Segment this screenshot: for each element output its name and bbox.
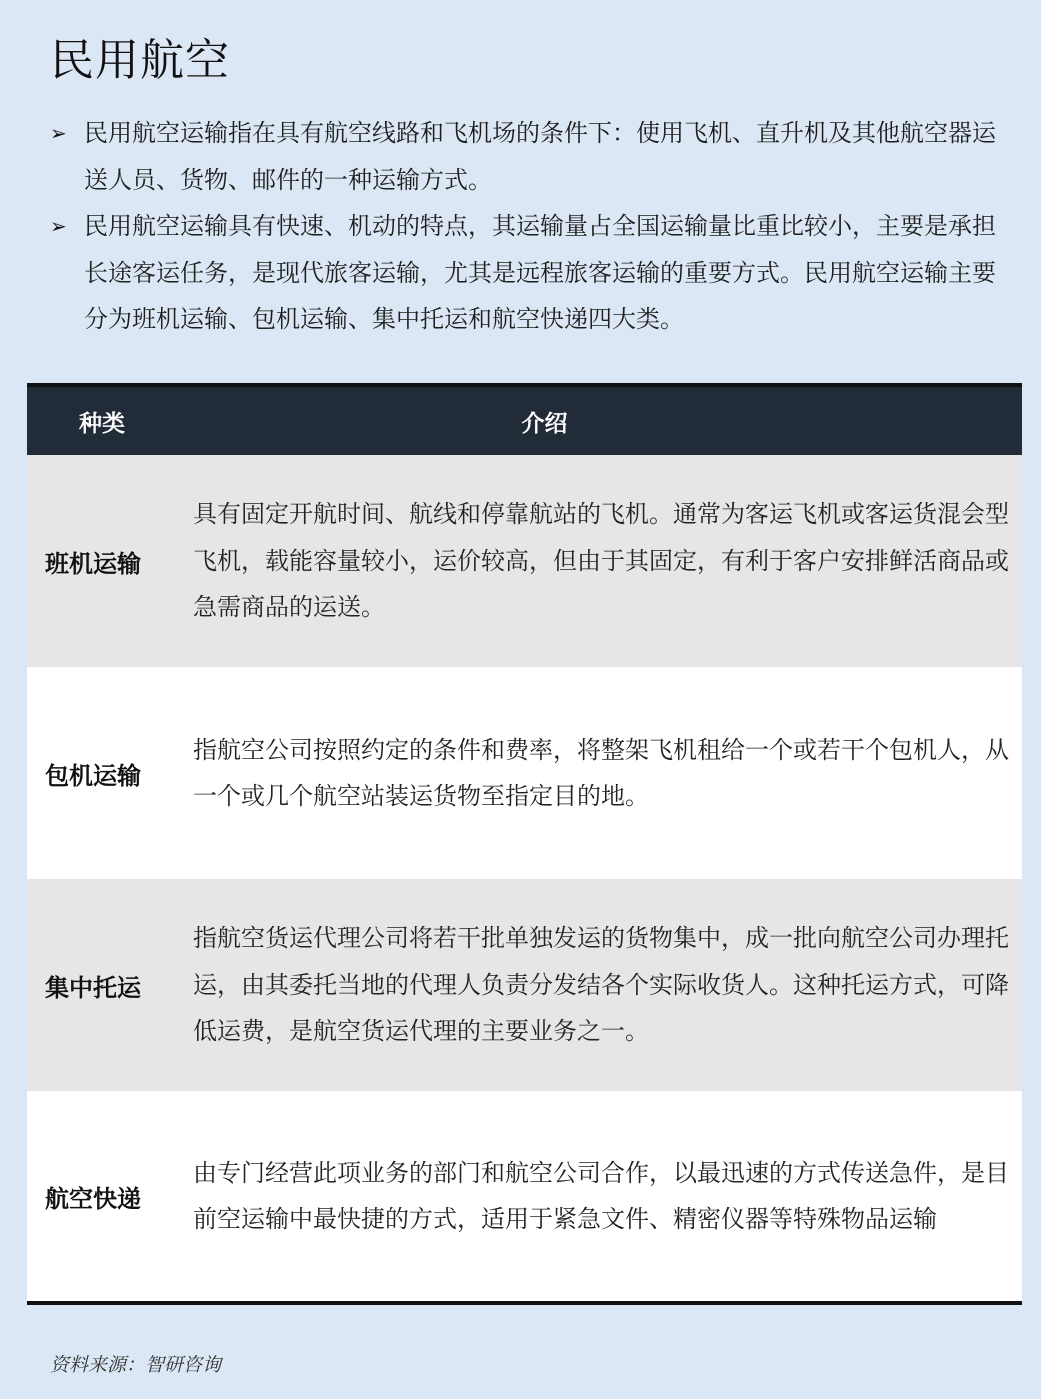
row-desc: 指航空公司按照约定的条件和费率，将整架飞机租给一个或若干个包机人，从一个或几个航空站装运货物至指定目的地。 xyxy=(193,735,1009,810)
arrow-bullet-icon: ➢ xyxy=(50,121,67,145)
row-desc: 由专门经营此项业务的部门和航空公司合作，以最迅速的方式传送急件，是目前空运输中最快捷的方式，适用于紧急文件、精密仪器等特殊物品运输 xyxy=(193,1158,1009,1233)
row-desc: 指航空货运代理公司将若干批单独发运的货物集中，成一批向航空公司办理托运，由其委托当地的代理人负责分发结各个实际收货人。这种托运方式，可降低运费，是航空货运代理的主要业务之一。 xyxy=(193,924,1009,1046)
bullet-item xyxy=(50,110,1010,203)
bullet-list xyxy=(50,110,1010,343)
table-header xyxy=(27,387,1022,455)
row-desc: 具有固定开航时间、航线和停靠航站的飞机。通常为客运飞机或客运货混会型飞机，载能容量较小，运价较高，但由于其固定，有利于客户安排鲜活商品或急需商品的运送。 xyxy=(193,500,1009,622)
row-type: 班机运输 xyxy=(45,548,141,578)
header-type: 种类 xyxy=(79,409,125,437)
arrow-bullet-icon: ➢ xyxy=(50,214,67,238)
page-title: 民用航空 xyxy=(50,35,230,86)
source-note: 资料来源：智研咨询 xyxy=(50,1354,222,1376)
table-row xyxy=(27,455,1022,667)
table-row xyxy=(27,667,1022,879)
row-type: 航空快递 xyxy=(45,1183,141,1213)
table-row xyxy=(27,879,1022,1091)
bullet-item xyxy=(50,203,1010,343)
bullet-text: 民用航空运输指在具有航空线路和飞机场的条件下：使用飞机、直升机及其他航空器运送人员、货物、邮件的一种运输方式。 xyxy=(84,119,996,194)
table-row xyxy=(27,1091,1022,1301)
row-type: 集中托运 xyxy=(45,972,141,1002)
header-desc: 介绍 xyxy=(521,409,568,437)
transport-table xyxy=(27,383,1022,1305)
bullet-text: 民用航空运输具有快速、机动的特点，其运输量占全国运输量比重比较小，主要是承担长途客运任务，是现代旅客运输，尤其是远程旅客运输的重要方式。民用航空运输主要分为班机运输、包机运输、集中托运和航空快递四大类。 xyxy=(84,212,996,333)
row-type: 包机运输 xyxy=(45,760,141,790)
